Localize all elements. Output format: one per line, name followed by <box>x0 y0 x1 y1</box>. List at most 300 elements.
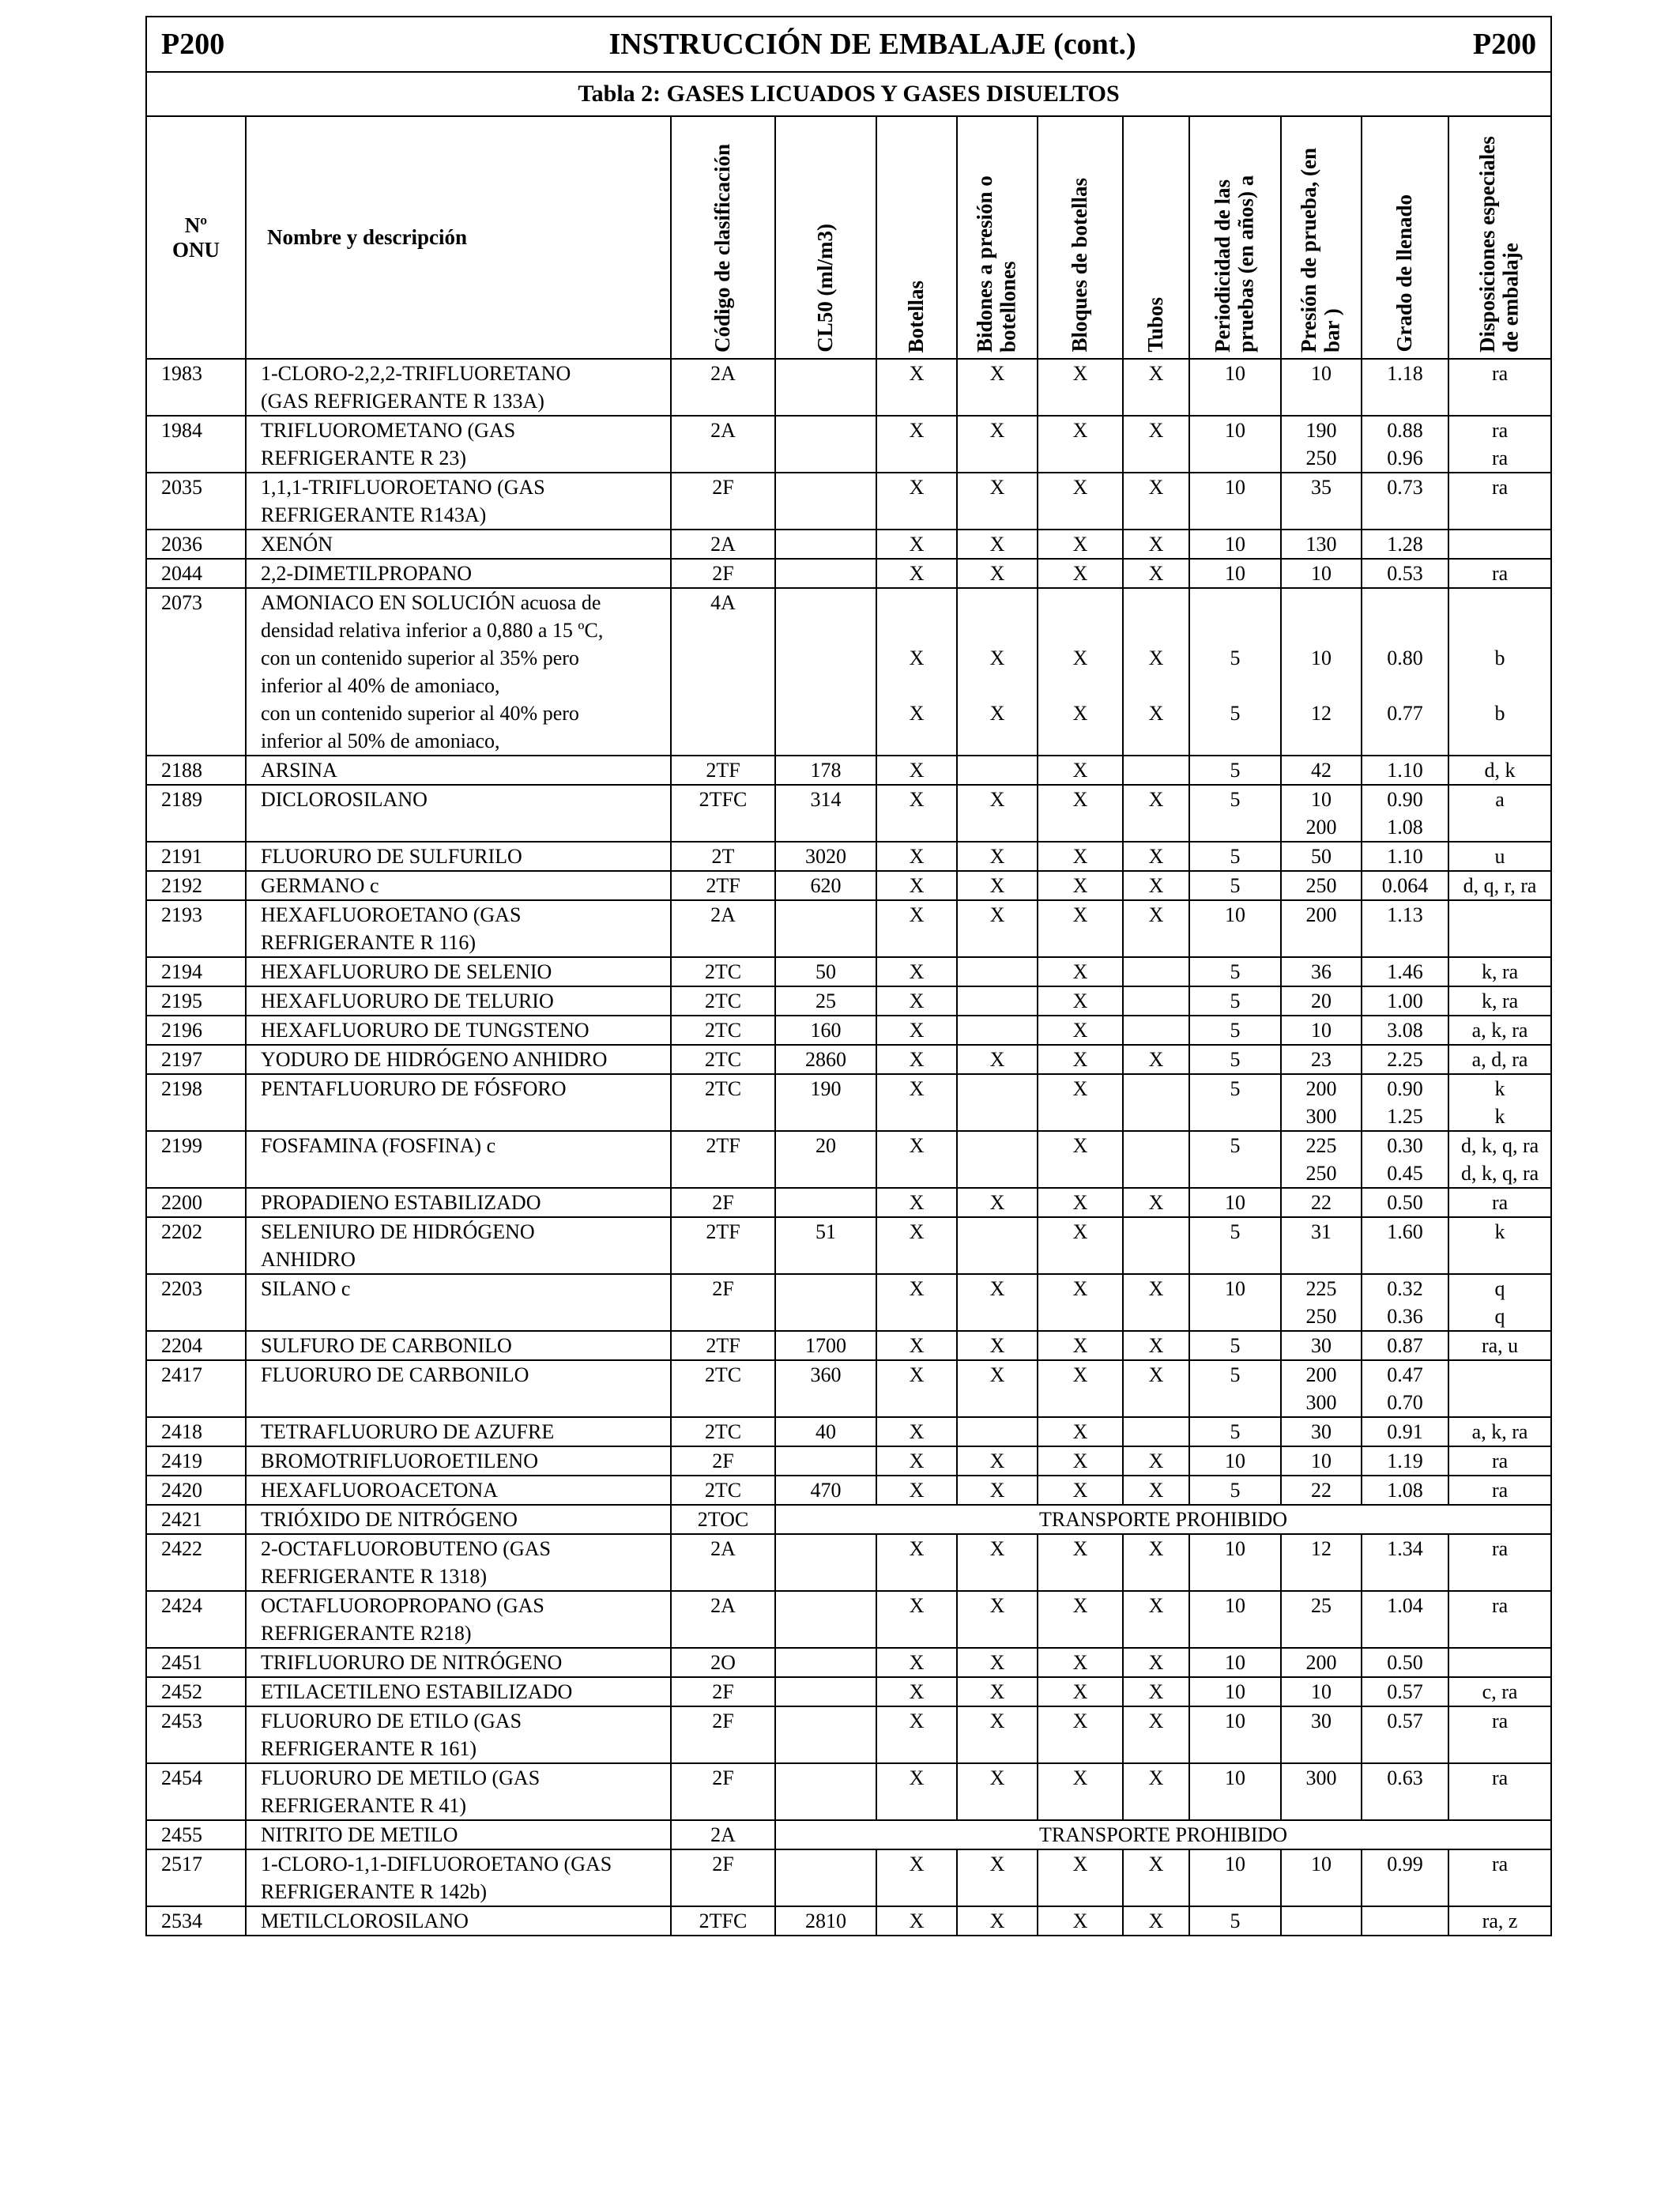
class-code: 2A <box>671 1534 775 1591</box>
lc50-value: 620 <box>775 871 876 900</box>
class-code: 2TC <box>671 1417 775 1446</box>
un-number: 2517 <box>146 1849 246 1906</box>
class-code: 2TF <box>671 1217 775 1274</box>
lc50-value <box>775 530 876 559</box>
tubes-mark: X <box>1123 559 1189 588</box>
filling-ratio: 0.80 0.77 <box>1362 588 1448 756</box>
transport-prohibited-note: TRANSPORTE PROHIBIDO <box>775 1820 1551 1849</box>
test-period: 5 <box>1189 1016 1281 1045</box>
test-pressure: 22 <box>1281 1188 1362 1217</box>
lc50-value <box>775 900 876 957</box>
un-number: 2418 <box>146 1417 246 1446</box>
lc50-value <box>775 1188 876 1217</box>
test-pressure: 10 <box>1281 1446 1362 1476</box>
document-page <box>145 16 1550 1936</box>
test-period: 5 <box>1189 1906 1281 1936</box>
tubes-mark: X <box>1123 1706 1189 1763</box>
special-provisions: ra <box>1448 473 1551 530</box>
pressure-drums-mark <box>957 1217 1038 1274</box>
substance-name: PROPADIENO ESTABILIZADO <box>246 1188 671 1217</box>
test-period: 5 <box>1189 785 1281 842</box>
test-pressure: 10 <box>1281 359 1362 416</box>
lc50-value <box>775 1446 876 1476</box>
lc50-value: 2860 <box>775 1045 876 1074</box>
un-number: 2036 <box>146 530 246 559</box>
special-provisions: ra <box>1448 1849 1551 1906</box>
tubes-mark: X <box>1123 1534 1189 1591</box>
col-header-bundles: Bloques de botellas <box>1038 116 1123 359</box>
un-number: 2421 <box>146 1505 246 1534</box>
table-row <box>146 1677 1551 1706</box>
table-row <box>146 473 1551 530</box>
bundles-mark: X <box>1038 416 1123 473</box>
col-header-pressure-drums: Bidones a presión o botellones <box>957 116 1038 359</box>
filling-ratio: 1.00 <box>1362 986 1448 1016</box>
test-period: 5 5 <box>1189 588 1281 756</box>
substance-name: FLUORURO DE SULFURILO <box>246 842 671 871</box>
table-row <box>146 986 1551 1016</box>
substance-name: 1,1,1-TRIFLUOROETANO (GAS REFRIGERANTE R143A) <box>246 473 671 530</box>
special-provisions: k, ra <box>1448 986 1551 1016</box>
bundles-mark: X <box>1038 1274 1123 1331</box>
substance-name: AMONIACO EN SOLUCIÓN acuosa de densidad relativa inferior a 0,880 a 15 ºC, con un contenido superior al 35% pero inferior al 40% de amoniaco, con un contenido superior al 40% pero inferior al 50% de amoniaco, <box>246 588 671 756</box>
pressure-drums-mark: X <box>957 871 1038 900</box>
table-row <box>146 1188 1551 1217</box>
substance-name: FLUORURO DE ETILO (GAS REFRIGERANTE R 161) <box>246 1706 671 1763</box>
un-number: 2424 <box>146 1591 246 1648</box>
lc50-value <box>775 416 876 473</box>
special-provisions <box>1448 530 1551 559</box>
cylinders-mark: X <box>876 1274 957 1331</box>
pressure-drums-mark: X <box>957 1476 1038 1505</box>
tubes-mark: X X <box>1123 588 1189 756</box>
pressure-drums-mark: X <box>957 416 1038 473</box>
table-row <box>146 416 1551 473</box>
test-period: 10 <box>1189 900 1281 957</box>
table-row <box>146 1360 1551 1417</box>
pressure-drums-mark <box>957 1131 1038 1188</box>
tubes-mark: X <box>1123 416 1189 473</box>
tubes-mark <box>1123 1217 1189 1274</box>
un-number: 1983 <box>146 359 246 416</box>
filling-ratio: 0.90 1.08 <box>1362 785 1448 842</box>
class-code: 2F <box>671 1274 775 1331</box>
cylinders-mark: X <box>876 559 957 588</box>
lc50-value <box>775 1274 876 1331</box>
bundles-mark: X <box>1038 1677 1123 1706</box>
un-number: 2417 <box>146 1360 246 1417</box>
tubes-mark: X <box>1123 785 1189 842</box>
pressure-drums-mark: X <box>957 1591 1038 1648</box>
test-period: 5 <box>1189 1476 1281 1505</box>
special-provisions: ra <box>1448 1188 1551 1217</box>
filling-ratio: 1.60 <box>1362 1217 1448 1274</box>
test-period: 5 <box>1189 756 1281 785</box>
un-number: 2454 <box>146 1763 246 1820</box>
cylinders-mark: X <box>876 1045 957 1074</box>
test-period: 5 <box>1189 1045 1281 1074</box>
substance-name: OCTAFLUOROPROPANO (GAS REFRIGERANTE R218) <box>246 1591 671 1648</box>
table-row <box>146 1217 1551 1274</box>
class-code: 2TC <box>671 1074 775 1131</box>
packing-instruction-table <box>145 16 1552 1936</box>
lc50-value: 20 <box>775 1131 876 1188</box>
test-pressure: 23 <box>1281 1045 1362 1074</box>
filling-ratio: 1.10 <box>1362 756 1448 785</box>
un-number: 2453 <box>146 1706 246 1763</box>
substance-name: FLUORURO DE CARBONILO <box>246 1360 671 1417</box>
tubes-mark: X <box>1123 1360 1189 1417</box>
tubes-mark: X <box>1123 1476 1189 1505</box>
tubes-mark <box>1123 1417 1189 1446</box>
col-header-un: Nº ONU <box>146 116 246 359</box>
class-code: 2TC <box>671 1045 775 1074</box>
test-pressure: 250 <box>1281 871 1362 900</box>
cylinders-mark: X <box>876 986 957 1016</box>
un-number: 2193 <box>146 900 246 957</box>
tubes-mark: X <box>1123 359 1189 416</box>
table-row <box>146 588 1551 756</box>
test-period: 10 <box>1189 1706 1281 1763</box>
special-provisions: b b <box>1448 588 1551 756</box>
lc50-value <box>775 1677 876 1706</box>
lc50-value <box>775 1648 876 1677</box>
un-number: 2203 <box>146 1274 246 1331</box>
lc50-value: 51 <box>775 1217 876 1274</box>
substance-name: PENTAFLUORURO DE FÓSFORO <box>246 1074 671 1131</box>
class-code: 2F <box>671 1706 775 1763</box>
bundles-mark: X <box>1038 1188 1123 1217</box>
filling-ratio: 0.63 <box>1362 1763 1448 1820</box>
substance-name: ETILACETILENO ESTABILIZADO <box>246 1677 671 1706</box>
tubes-mark: X <box>1123 1648 1189 1677</box>
bundles-mark: X <box>1038 1074 1123 1131</box>
test-pressure: 130 <box>1281 530 1362 559</box>
filling-ratio: 0.30 0.45 <box>1362 1131 1448 1188</box>
test-pressure: 25 <box>1281 1591 1362 1648</box>
test-pressure: 35 <box>1281 473 1362 530</box>
test-pressure <box>1281 1906 1362 1936</box>
bundles-mark: X X <box>1038 588 1123 756</box>
class-code: 2F <box>671 559 775 588</box>
test-pressure: 42 <box>1281 756 1362 785</box>
pressure-drums-mark: X <box>957 1446 1038 1476</box>
substance-name: NITRITO DE METILO <box>246 1820 671 1849</box>
class-code: 2A <box>671 1591 775 1648</box>
table-row <box>146 1074 1551 1131</box>
filling-ratio: 0.73 <box>1362 473 1448 530</box>
filling-ratio: 0.99 <box>1362 1849 1448 1906</box>
class-code: 2TC <box>671 1016 775 1045</box>
test-period: 10 <box>1189 359 1281 416</box>
test-period: 5 <box>1189 1131 1281 1188</box>
lc50-value <box>775 1534 876 1591</box>
table-row <box>146 1417 1551 1446</box>
table-row <box>146 842 1551 871</box>
pressure-drums-mark: X <box>957 1706 1038 1763</box>
un-number: 2204 <box>146 1331 246 1360</box>
class-code: 2F <box>671 473 775 530</box>
table-row <box>146 1331 1551 1360</box>
tubes-mark: X <box>1123 900 1189 957</box>
test-period: 5 <box>1189 1331 1281 1360</box>
un-number: 1984 <box>146 416 246 473</box>
bundles-mark: X <box>1038 359 1123 416</box>
tubes-mark: X <box>1123 473 1189 530</box>
class-code: 2TC <box>671 986 775 1016</box>
un-number: 2035 <box>146 473 246 530</box>
special-provisions: ra <box>1448 1476 1551 1505</box>
table-row <box>146 1648 1551 1677</box>
code-right: P200 <box>1472 28 1537 61</box>
test-pressure: 300 <box>1281 1763 1362 1820</box>
pressure-drums-mark <box>957 986 1038 1016</box>
special-provisions: q q <box>1448 1274 1551 1331</box>
lc50-value <box>775 1706 876 1763</box>
pressure-drums-mark <box>957 1016 1038 1045</box>
table-row <box>146 756 1551 785</box>
substance-name: SELENIURO DE HIDRÓGENO ANHIDRO <box>246 1217 671 1274</box>
table-row <box>146 1906 1551 1936</box>
col-header-cylinders: Botellas <box>876 116 957 359</box>
substance-name: HEXAFLUOROETANO (GAS REFRIGERANTE R 116) <box>246 900 671 957</box>
class-code: 2A <box>671 416 775 473</box>
substance-name: 1-CLORO-2,2,2-TRIFLUORETANO (GAS REFRIGERANTE R 133A) <box>246 359 671 416</box>
class-code: 2A <box>671 1820 775 1849</box>
bundles-mark: X <box>1038 1591 1123 1648</box>
cylinders-mark: X <box>876 416 957 473</box>
filling-ratio: 0.91 <box>1362 1417 1448 1446</box>
test-period: 10 <box>1189 1849 1281 1906</box>
test-period: 10 <box>1189 416 1281 473</box>
filling-ratio: 0.50 <box>1362 1188 1448 1217</box>
col-header-code: Código de clasificación <box>671 116 775 359</box>
tubes-mark: X <box>1123 842 1189 871</box>
test-period: 10 <box>1189 473 1281 530</box>
un-number: 2188 <box>146 756 246 785</box>
un-number: 2455 <box>146 1820 246 1849</box>
lc50-value: 470 <box>775 1476 876 1505</box>
test-period: 5 <box>1189 957 1281 986</box>
tubes-mark: X <box>1123 1045 1189 1074</box>
class-code: 2TF <box>671 1331 775 1360</box>
substance-name: ARSINA <box>246 756 671 785</box>
special-provisions: ra, z <box>1448 1906 1551 1936</box>
col-header-name: Nombre y descripción <box>246 116 671 359</box>
tubes-mark <box>1123 756 1189 785</box>
special-provisions: ra <box>1448 559 1551 588</box>
cylinders-mark: X <box>876 785 957 842</box>
filling-ratio: 1.08 <box>1362 1476 1448 1505</box>
class-code: 2O <box>671 1648 775 1677</box>
filling-ratio: 0.88 0.96 <box>1362 416 1448 473</box>
table-row <box>146 1591 1551 1648</box>
test-period: 5 <box>1189 1217 1281 1274</box>
test-period: 5 <box>1189 1074 1281 1131</box>
table-row <box>146 1045 1551 1074</box>
pressure-drums-mark <box>957 1417 1038 1446</box>
filling-ratio: 0.32 0.36 <box>1362 1274 1448 1331</box>
col-header-filling-ratio: Grado de llenado <box>1362 116 1448 359</box>
cylinders-mark: X <box>876 1417 957 1446</box>
special-provisions: k k <box>1448 1074 1551 1131</box>
pressure-drums-mark: X <box>957 1274 1038 1331</box>
test-pressure: 10 200 <box>1281 785 1362 842</box>
test-pressure: 200 300 <box>1281 1074 1362 1131</box>
test-pressure: 30 <box>1281 1331 1362 1360</box>
tubes-mark: X <box>1123 1763 1189 1820</box>
un-number: 2044 <box>146 559 246 588</box>
bundles-mark: X <box>1038 1417 1123 1446</box>
class-code: 2TOC <box>671 1505 775 1534</box>
col-header-special-provisions: Disposiciones especiales de embalaje <box>1448 116 1551 359</box>
test-period: 10 <box>1189 1677 1281 1706</box>
lc50-value <box>775 1763 876 1820</box>
class-code: 2TC <box>671 1476 775 1505</box>
substance-name: TRIFLUOROMETANO (GAS REFRIGERANTE R 23) <box>246 416 671 473</box>
pressure-drums-mark: X X <box>957 588 1038 756</box>
pressure-drums-mark: X <box>957 1045 1038 1074</box>
test-period: 10 <box>1189 1274 1281 1331</box>
special-provisions: ra <box>1448 1534 1551 1591</box>
bundles-mark: X <box>1038 559 1123 588</box>
substance-name: XENÓN <box>246 530 671 559</box>
substance-name: TRIFLUORURO DE NITRÓGENO <box>246 1648 671 1677</box>
bundles-mark: X <box>1038 530 1123 559</box>
class-code: 2F <box>671 1849 775 1906</box>
filling-ratio: 1.18 <box>1362 359 1448 416</box>
test-period: 10 <box>1189 559 1281 588</box>
cylinders-mark: X <box>876 1849 957 1906</box>
cylinders-mark: X <box>876 359 957 416</box>
table-row <box>146 1505 1551 1534</box>
test-period: 10 <box>1189 1446 1281 1476</box>
substance-name: HEXAFLUORURO DE SELENIO <box>246 957 671 986</box>
tubes-mark: X <box>1123 1677 1189 1706</box>
filling-ratio: 0.90 1.25 <box>1362 1074 1448 1131</box>
substance-name: TRIÓXIDO DE NITRÓGENO <box>246 1505 671 1534</box>
lc50-value: 360 <box>775 1360 876 1417</box>
un-number: 2191 <box>146 842 246 871</box>
substance-name: SULFURO DE CARBONILO <box>246 1331 671 1360</box>
test-period: 10 <box>1189 1591 1281 1648</box>
class-code: 2T <box>671 842 775 871</box>
tubes-mark <box>1123 957 1189 986</box>
pressure-drums-mark: X <box>957 1849 1038 1906</box>
un-number: 2196 <box>146 1016 246 1045</box>
special-provisions: ra, u <box>1448 1331 1551 1360</box>
test-pressure: 12 <box>1281 1534 1362 1591</box>
cylinders-mark: X <box>876 1591 957 1648</box>
un-number: 2192 <box>146 871 246 900</box>
filling-ratio: 3.08 <box>1362 1016 1448 1045</box>
col-header-test-period: Periodicidad de las pruebas (en años) a <box>1189 116 1281 359</box>
bundles-mark: X <box>1038 871 1123 900</box>
filling-ratio <box>1362 1906 1448 1936</box>
table-row <box>146 1820 1551 1849</box>
cylinders-mark: X <box>876 530 957 559</box>
lc50-value: 190 <box>775 1074 876 1131</box>
bundles-mark: X <box>1038 785 1123 842</box>
lc50-value <box>775 559 876 588</box>
bundles-mark: X <box>1038 1706 1123 1763</box>
table-row <box>146 1849 1551 1906</box>
test-period: 10 <box>1189 1763 1281 1820</box>
substance-name: HEXAFLUORURO DE TUNGSTENO <box>246 1016 671 1045</box>
filling-ratio: 0.57 <box>1362 1677 1448 1706</box>
substance-name: YODURO DE HIDRÓGENO ANHIDRO <box>246 1045 671 1074</box>
test-pressure: 30 <box>1281 1417 1362 1446</box>
test-pressure: 36 <box>1281 957 1362 986</box>
lc50-value: 50 <box>775 957 876 986</box>
cylinders-mark: X X <box>876 588 957 756</box>
header-row <box>146 17 1551 72</box>
pressure-drums-mark: X <box>957 900 1038 957</box>
substance-name: 2,2-DIMETILPROPANO <box>246 559 671 588</box>
filling-ratio: 0.064 <box>1362 871 1448 900</box>
test-pressure: 200 300 <box>1281 1360 1362 1417</box>
pressure-drums-mark: X <box>957 1906 1038 1936</box>
table-row <box>146 1763 1551 1820</box>
tubes-mark <box>1123 986 1189 1016</box>
col-header-lc50: CL50 (ml/m3) <box>775 116 876 359</box>
cylinders-mark: X <box>876 1331 957 1360</box>
test-period: 10 <box>1189 1534 1281 1591</box>
test-pressure: 190 250 <box>1281 416 1362 473</box>
table-row <box>146 1706 1551 1763</box>
bundles-mark: X <box>1038 1906 1123 1936</box>
class-code: 2A <box>671 900 775 957</box>
un-number: 2419 <box>146 1446 246 1476</box>
bundles-mark: X <box>1038 473 1123 530</box>
tubes-mark: X <box>1123 1274 1189 1331</box>
class-code: 2A <box>671 359 775 416</box>
bundles-mark: X <box>1038 1648 1123 1677</box>
pressure-drums-mark: X <box>957 785 1038 842</box>
tubes-mark <box>1123 1016 1189 1045</box>
test-pressure: 31 <box>1281 1217 1362 1274</box>
substance-name: FLUORURO DE METILO (GAS REFRIGERANTE R 41) <box>246 1763 671 1820</box>
class-code: 2A <box>671 530 775 559</box>
table-row <box>146 900 1551 957</box>
pressure-drums-mark <box>957 957 1038 986</box>
lc50-value: 40 <box>775 1417 876 1446</box>
special-provisions: k, ra <box>1448 957 1551 986</box>
pressure-drums-mark: X <box>957 473 1038 530</box>
tubes-mark: X <box>1123 1906 1189 1936</box>
lc50-value <box>775 473 876 530</box>
class-code: 2F <box>671 1446 775 1476</box>
pressure-drums-mark <box>957 756 1038 785</box>
col-header-test-pressure: Presión de prueba, (en bar ) <box>1281 116 1362 359</box>
tubes-mark: X <box>1123 871 1189 900</box>
filling-ratio: 0.57 <box>1362 1706 1448 1763</box>
cylinders-mark: X <box>876 1074 957 1131</box>
special-provisions: a, k, ra <box>1448 1417 1551 1446</box>
special-provisions <box>1448 1648 1551 1677</box>
column-header-row <box>146 116 1551 359</box>
class-code: 2TFC <box>671 1906 775 1936</box>
cylinders-mark: X <box>876 1217 957 1274</box>
filling-ratio: 0.87 <box>1362 1331 1448 1360</box>
table-row <box>146 957 1551 986</box>
special-provisions: a, k, ra <box>1448 1016 1551 1045</box>
substance-name: BROMOTRIFLUOROETILENO <box>246 1446 671 1476</box>
table-row <box>146 1016 1551 1045</box>
filling-ratio: 1.10 <box>1362 842 1448 871</box>
un-number: 2452 <box>146 1677 246 1706</box>
special-provisions: c, ra <box>1448 1677 1551 1706</box>
